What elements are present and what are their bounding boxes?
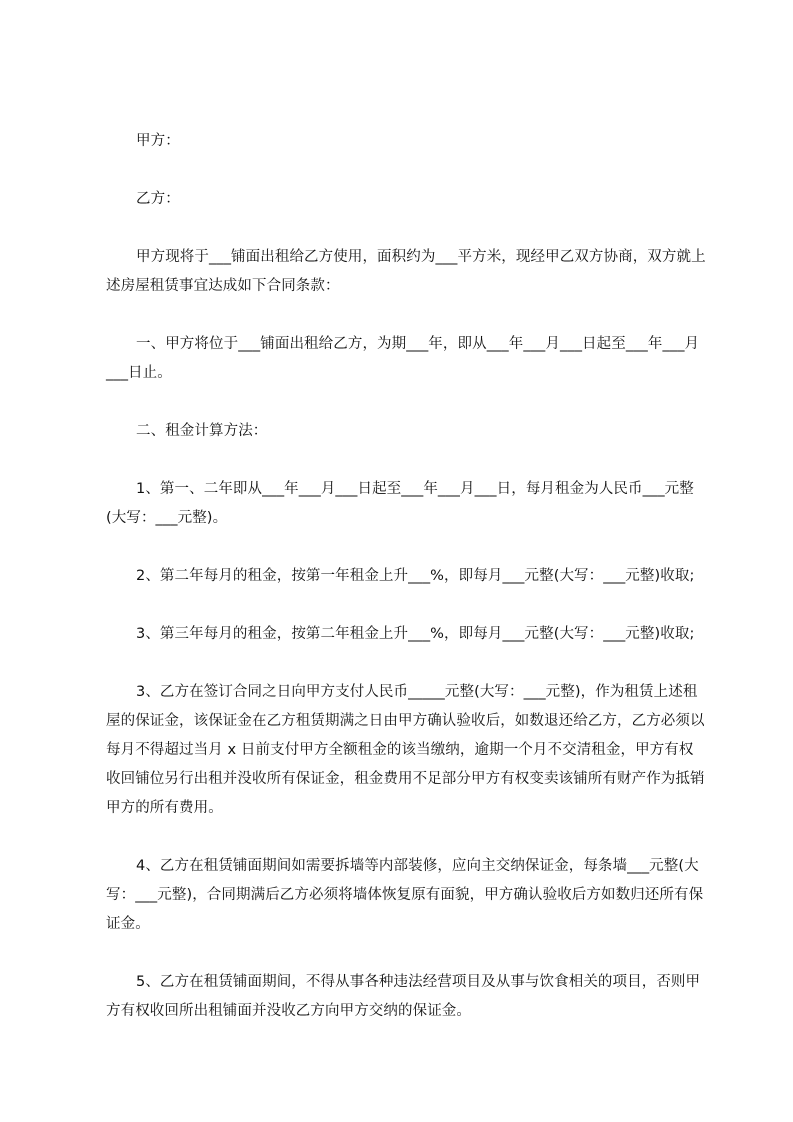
rent-item-3: 3、第三年每月的租金，按第二年租金上升___%，即每月___元整(大写：___元整)收取; [136, 626, 695, 642]
party-a-line: 甲方： [136, 133, 180, 149]
clause-2-heading: 二、租金计算方法： [136, 423, 268, 439]
renovation-clause: 4、乙方在租赁铺面期间如需要拆墙等内部装修，应向主交纳保证金，每条墙___元整(大写：___元整)，合同期满后乙方必须将墙体恢复原有面貌，甲方确认验收后方如数归还所有保证金。 [106, 858, 704, 932]
deposit-clause: 3、乙方在签订合同之日向甲方支付人民币_____元整(大写：___元整)，作为租赁上述租屋的保证金，该保证金在乙方租赁期满之日由甲方确认验收后，如数退还给乙方，乙方必须以每月不得超过当月 x 日前支付甲方全额租金的该当缴纳，逾期一个月不交清租金，甲方有权收回铺位另行出租并没收所有保证金，租金费用不足部分甲方有权变卖该铺所有财产作为抵销甲方的所有费用。 [106, 684, 705, 816]
contract-body [106, 127, 706, 1026]
party-b-line: 乙方： [136, 191, 180, 207]
intro-paragraph: 甲方现将于___铺面出租给乙方使用，面积约为___平方米，现经甲乙双方协商，双方就上述房屋租赁事宜达成如下合同条款： [106, 249, 706, 294]
clause-1-lease-term: 一、甲方将位于___铺面出租给乙方，为期___年，即从___年___月___日起至___年___月___日止。 [106, 336, 700, 381]
rent-item-2: 2、第二年每月的租金，按第一年租金上升___%，即每月___元整(大写：___元整)收取; [136, 568, 695, 584]
prohibited-business-clause: 5、乙方在租赁铺面期间，不得从事各种违法经营项目及从事与饮食相关的项目，否则甲方有权收回所出租铺面并没收乙方向甲方交纳的保证金。 [106, 974, 701, 1019]
rent-item-1: 1、第一、二年即从___年___月___日起至___年___月___日，每月租金为人民币___元整(大写：___元整)。 [106, 481, 694, 526]
